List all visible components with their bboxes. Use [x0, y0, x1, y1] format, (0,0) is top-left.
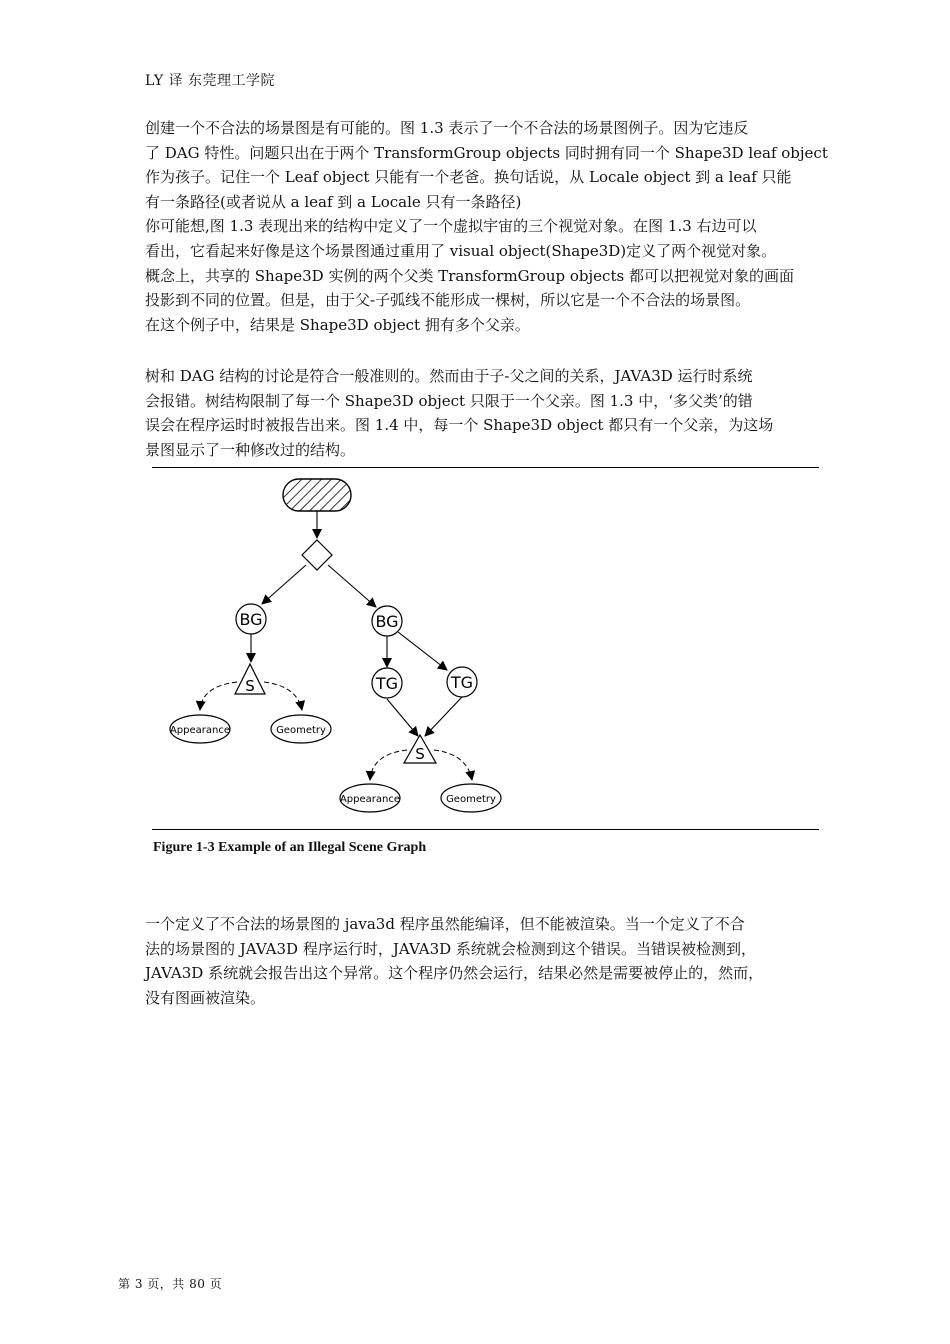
appearance-label: Appearance: [169, 725, 231, 736]
figure-bottom-rule: [152, 829, 819, 830]
shape-label: S: [415, 745, 425, 763]
appearance-node-right: [340, 784, 400, 812]
tg-label: TG: [450, 673, 474, 692]
text-line: 没有图画被渲染。: [145, 988, 266, 1007]
bg-node-left: [236, 604, 266, 634]
geometry-label: Geometry: [446, 794, 496, 805]
text-line: 在这个例子中，结果是 Shape3D object 拥有多个父亲。: [145, 315, 530, 334]
page-header: LY 译 东莞理工学院: [145, 73, 276, 89]
paragraph-2: [145, 364, 810, 462]
graph-edges: [251, 511, 462, 736]
text-line: JAVA3D 系统就会报告出这个异常。这个程序仍然会运行，结果必然是需要被停止的，然而，: [145, 964, 764, 983]
geometry-label: Geometry: [276, 725, 326, 736]
paragraph-3: [145, 912, 810, 1010]
figure-top-rule: [152, 467, 819, 468]
geometry-node-left: [271, 715, 331, 743]
text-line: 投影到不同的位置。但是，由于父-子弧线不能形成一棵树，所以它是一个不合法的场景图。: [145, 291, 751, 310]
bg-node-right: [372, 606, 402, 636]
text-line: 景图显示了一种修改过的结构。: [145, 440, 356, 459]
tg-node-left: [372, 668, 402, 698]
appearance-node-left: [170, 715, 230, 743]
paragraph-1: [145, 116, 828, 337]
text-line: 作为孩子。记住一个 Leaf object 只能有一个老爸。换句话说，从 Locale object 到 a leaf 只能: [145, 168, 792, 187]
shape3d-node-right: [404, 735, 436, 763]
scene-graph-diagram: [152, 470, 819, 826]
shape3d-node-left: [235, 664, 265, 695]
component-arcs: [200, 682, 472, 780]
text-line: 误会在程序运时时被报告出来。图 1.4 中，每一个 Shape3D object 都只有一个父亲，为这场: [145, 416, 774, 435]
geometry-node-right: [441, 784, 501, 812]
virtual-universe-node: [283, 479, 351, 511]
text-line: 了 DAG 特性。问题只出在于两个 TransformGroup objects 同时拥有同一个 Shape3D leaf object: [145, 143, 828, 162]
text-line: 一个定义了不合法的场景图的 java3d 程序虽然能编译，但不能被渲染。当一个定义了不合: [145, 915, 745, 933]
locale-node: [302, 540, 332, 570]
text-line: 有一条路径(或者说从 a leaf 到 a Locale 只有一条路径): [145, 192, 522, 211]
page-footer: 第 3 页，共 80 页: [118, 1277, 223, 1291]
text-line: 法的场景图的 JAVA3D 程序运行时，JAVA3D 系统就会检测到这个错误。当错误被检测到，: [145, 939, 756, 958]
text-line: 会报错。树结构限制了每一个 Shape3D object 只限于一个父亲。图 1.3 中，‘多父类’的错: [145, 391, 753, 410]
bg-label: BG: [375, 612, 399, 631]
shape-label: S: [245, 677, 255, 695]
bg-label: BG: [239, 610, 263, 629]
text-line: 树和 DAG 结构的讨论是符合一般准则的。然而由于子-父之间的关系，JAVA3D 运行时系统: [145, 367, 753, 385]
text-line: 你可能想,图 1.3 表现出来的结构中定义了一个虚拟宇宙的三个视觉对象。在图 1.3 右边可以: [145, 217, 757, 236]
tg-label: TG: [375, 674, 399, 693]
tg-node-right: [447, 667, 477, 697]
appearance-label: Appearance: [339, 794, 401, 805]
text-line: 概念上，共享的 Shape3D 实例的两个父类 TransformGroup objects 都可以把视觉对象的画面: [145, 266, 794, 285]
figure-caption: Figure 1-3 Example of an Illegal Scene Graph: [153, 840, 427, 855]
text-line: 创建一个不合法的场景图是有可能的。图 1.3 表示了一个不合法的场景图例子。因为它违反: [145, 119, 749, 137]
text-line: 看出，它看起来好像是这个场景图通过重用了 visual object(Shape3D)定义了两个视觉对象。: [145, 241, 777, 260]
